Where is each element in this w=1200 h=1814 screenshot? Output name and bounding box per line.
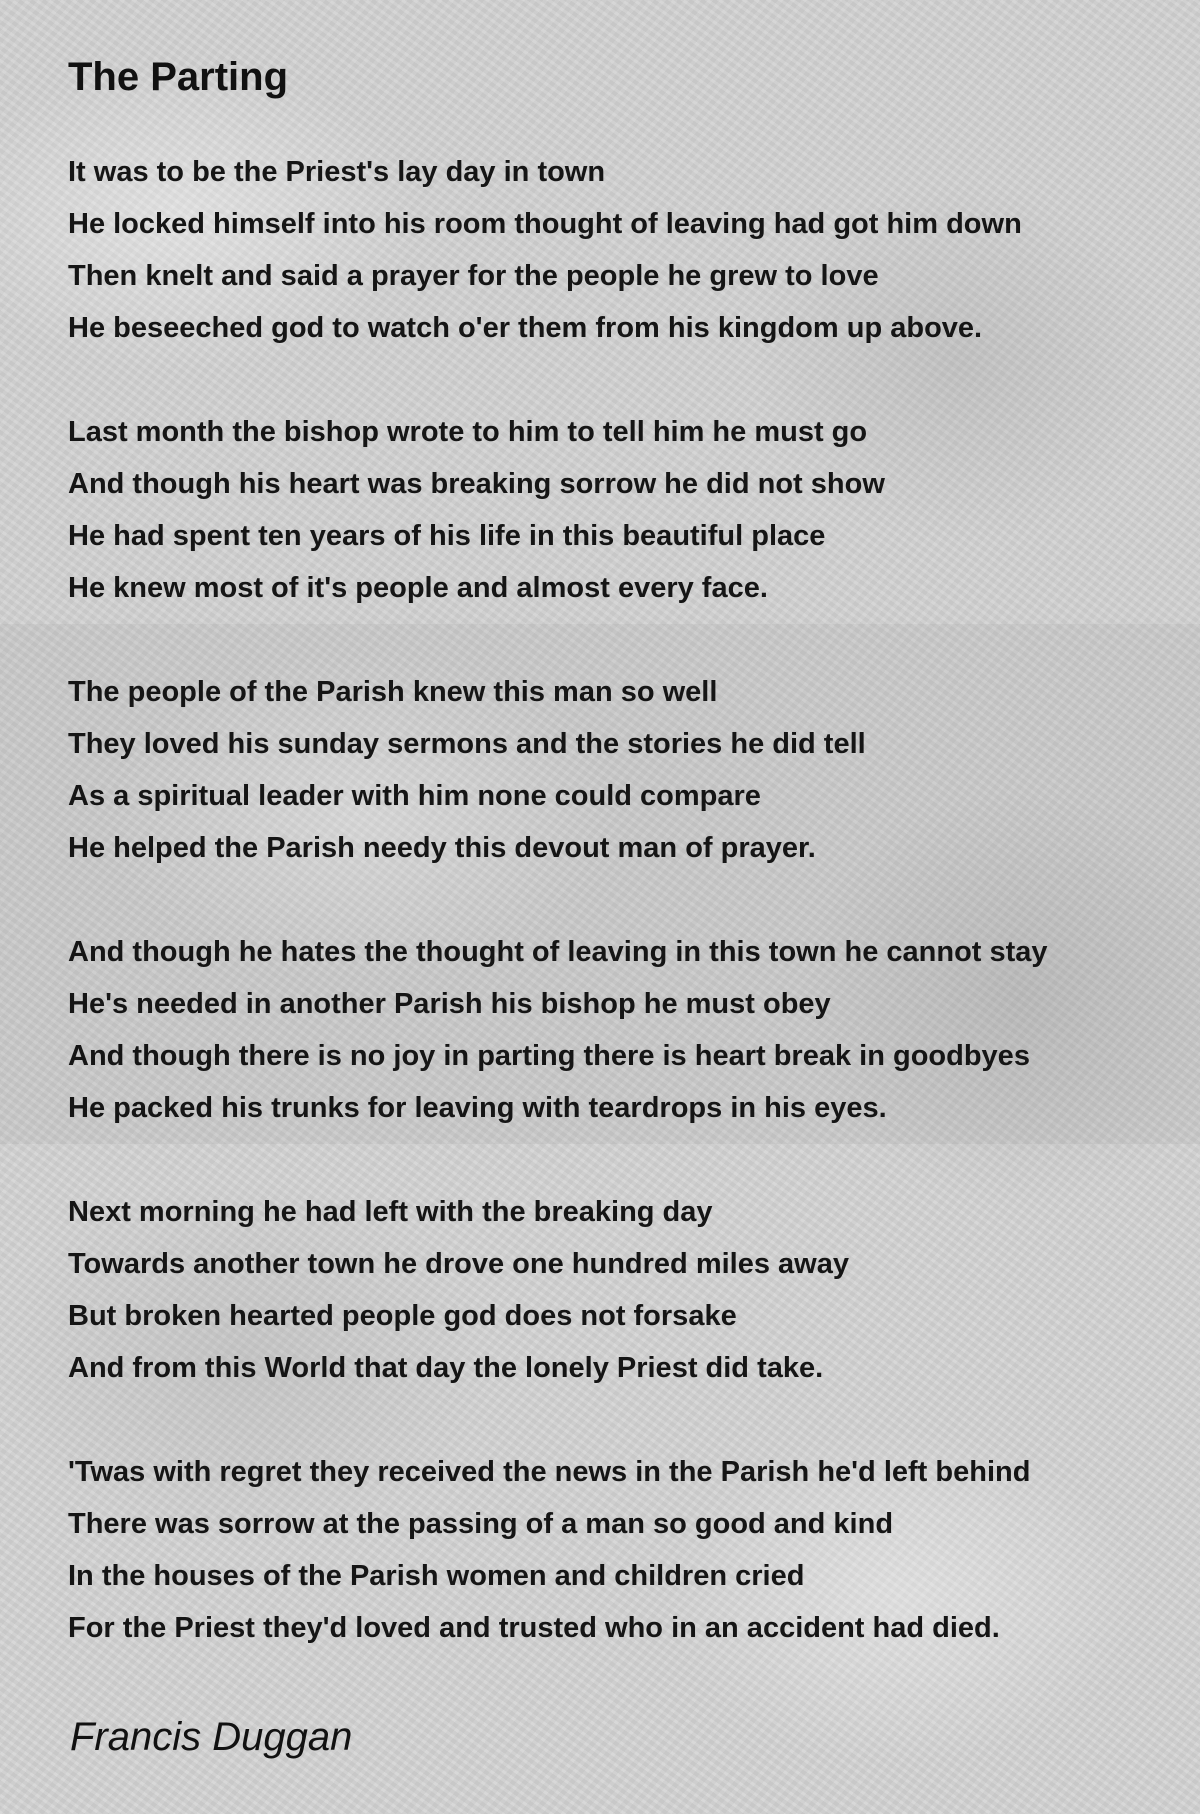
poem-line: Towards another town he drove one hundred miles away (68, 1248, 849, 1280)
poem-line: And from this World that day the lonely Priest did take. (68, 1352, 824, 1384)
poem-line: He's needed in another Parish his bishop he must obey (68, 988, 831, 1020)
poem-line: And though he hates the thought of leaving in this town he cannot stay (68, 936, 1048, 968)
poem-line: It was to be the Priest's lay day in town (68, 156, 606, 188)
poem-line: There was sorrow at the passing of a man so good and kind (68, 1508, 894, 1540)
poem-line: He locked himself into his room thought of leaving had got him down (68, 208, 1022, 240)
poem-line: He packed his trunks for leaving with teardrops in his eyes. (68, 1092, 887, 1124)
poem-line: And though there is no joy in parting there is heart break in goodbyes (68, 1040, 1030, 1072)
poem-line: The people of the Parish knew this man so well (68, 676, 718, 708)
poem-line: And though his heart was breaking sorrow he did not show (68, 468, 885, 500)
poem-line: For the Priest they'd loved and trusted who in an accident had died. (68, 1612, 1000, 1644)
poem-line: He knew most of it's people and almost every face. (68, 572, 768, 604)
poem-line: He helped the Parish needy this devout man of prayer. (68, 832, 816, 864)
stanza-1 (68, 146, 1178, 354)
stanza-4 (68, 926, 1178, 1134)
poem-line: He beseeched god to watch o'er them from his kingdom up above. (68, 312, 983, 344)
poem-line: He had spent ten years of his life in this beautiful place (68, 520, 826, 552)
poem-body (68, 50, 1178, 1706)
stanza-6 (68, 1446, 1178, 1654)
stanza-5 (68, 1186, 1178, 1394)
poem-author: Francis Duggan (70, 1715, 353, 1759)
stanza-3 (68, 666, 1178, 874)
poem-line: Next morning he had left with the breaking day (68, 1196, 713, 1228)
poem-line: In the houses of the Parish women and children cried (68, 1560, 805, 1592)
poem-line: 'Twas with regret they received the news in the Parish he'd left behind (68, 1456, 1031, 1488)
poem-title: The Parting (68, 55, 289, 99)
poem-line: They loved his sunday sermons and the stories he did tell (68, 728, 866, 760)
poem-line: But broken hearted people god does not forsake (68, 1300, 737, 1332)
poem-line: Last month the bishop wrote to him to tell him he must go (68, 416, 868, 448)
stanza-2 (68, 406, 1178, 614)
poem-line: As a spiritual leader with him none could compare (68, 780, 761, 812)
poem-line: Then knelt and said a prayer for the people he grew to love (68, 260, 879, 292)
